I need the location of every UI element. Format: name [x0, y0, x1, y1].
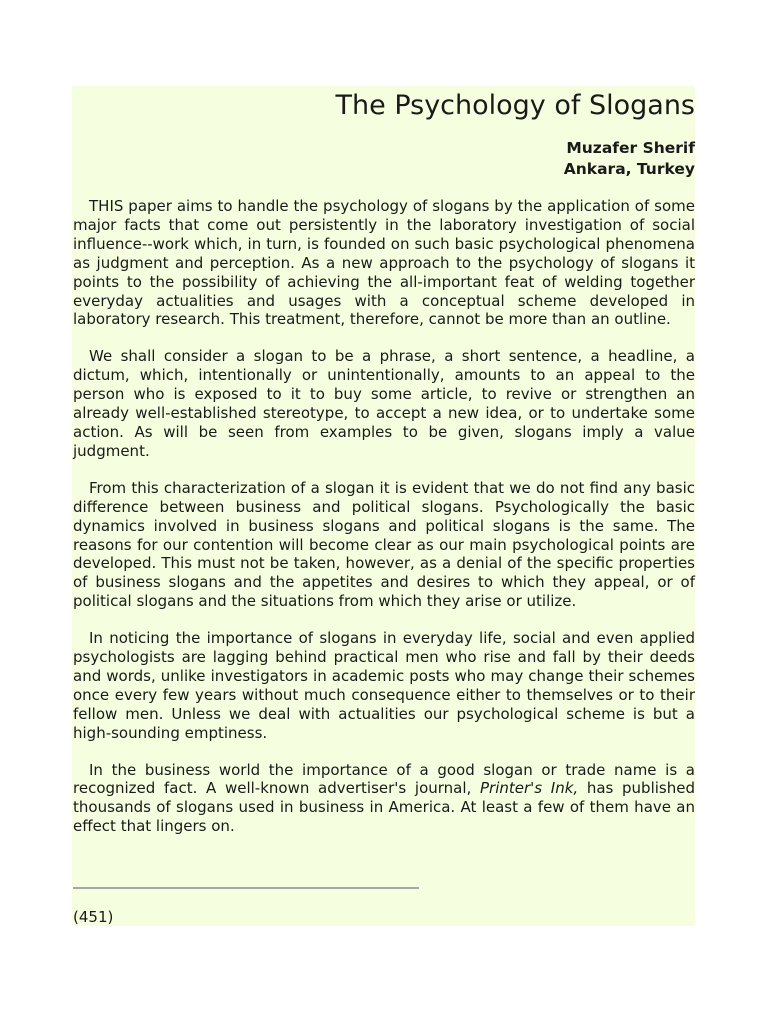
- paragraph-3: From this characterization of a slogan it is evident that we do not find any basic difference between business and political slogans. Psychologically the basic dynamics involved in business slogans and political slogans is the same. The reasons for our contention will become clear as our main psychological points are developed. This must not be taken, however, as a denial of the specific properties of business slogans and the appetites and desires to which they appeal, or of political slogans and the situations from which they arise or utilize.: [73, 478, 695, 611]
- footnote-divider: [73, 887, 419, 889]
- document-page: [72, 86, 695, 926]
- paragraph-4: In noticing the importance of slogans in everyday life, social and even applied psychologists are lagging behind practical men who rise and fall by their deeds and words, unlike investigators in academic posts who may change their schemes once every few years without much consequence either to themselves or to their fellow men. Unless we deal with actualities our psychological scheme is but a high-sounding emptiness.: [73, 629, 695, 742]
- author-name: Muzafer Sherif: [566, 139, 695, 157]
- article-title: The Psychology of Slogans: [335, 90, 695, 121]
- paragraph-1: THIS paper aims to handle the psychology of slogans by the application of some major facts that come out persistently in the laboratory investigation of social influence--work which, in turn, is founded on such basic psychological phenomena as judgment and perception. As a new approach to the psychology of slogans it points to the possibility of achieving the all-important feat of welding together everyday actualities and usages with a conceptual scheme developed in laboratory research. This treatment, therefore, cannot be more than an outline.: [73, 197, 695, 329]
- paragraph-2: We shall consider a slogan to be a phrase, a short sentence, a headline, a dictum, which, intentionally or unintentionally, amounts to an appeal to the person who is exposed to it to buy some article, to revive or strengthen an already well-established stereotype, to accept a new idea, or to undertake some action. As will be seen from examples to be given, slogans imply a value judgment.: [73, 347, 695, 460]
- paragraph-5: [73, 761, 695, 837]
- paragraph-5-text-start: In the business world the importance of a good slogan or trade name is a recognized fact. A well-known advertiser's journal,: [73, 760, 695, 798]
- author-affiliation: Ankara, Turkey: [563, 160, 695, 178]
- paragraph-5-text-end: has published thousands of slogans used in business in America. At least a few of them have an effect that lingers on.: [73, 779, 695, 836]
- article-body: [73, 197, 695, 836]
- page-number: (451): [73, 908, 114, 926]
- author-block: [564, 138, 695, 180]
- journal-title-italic: Printer's Ink,: [479, 779, 579, 798]
